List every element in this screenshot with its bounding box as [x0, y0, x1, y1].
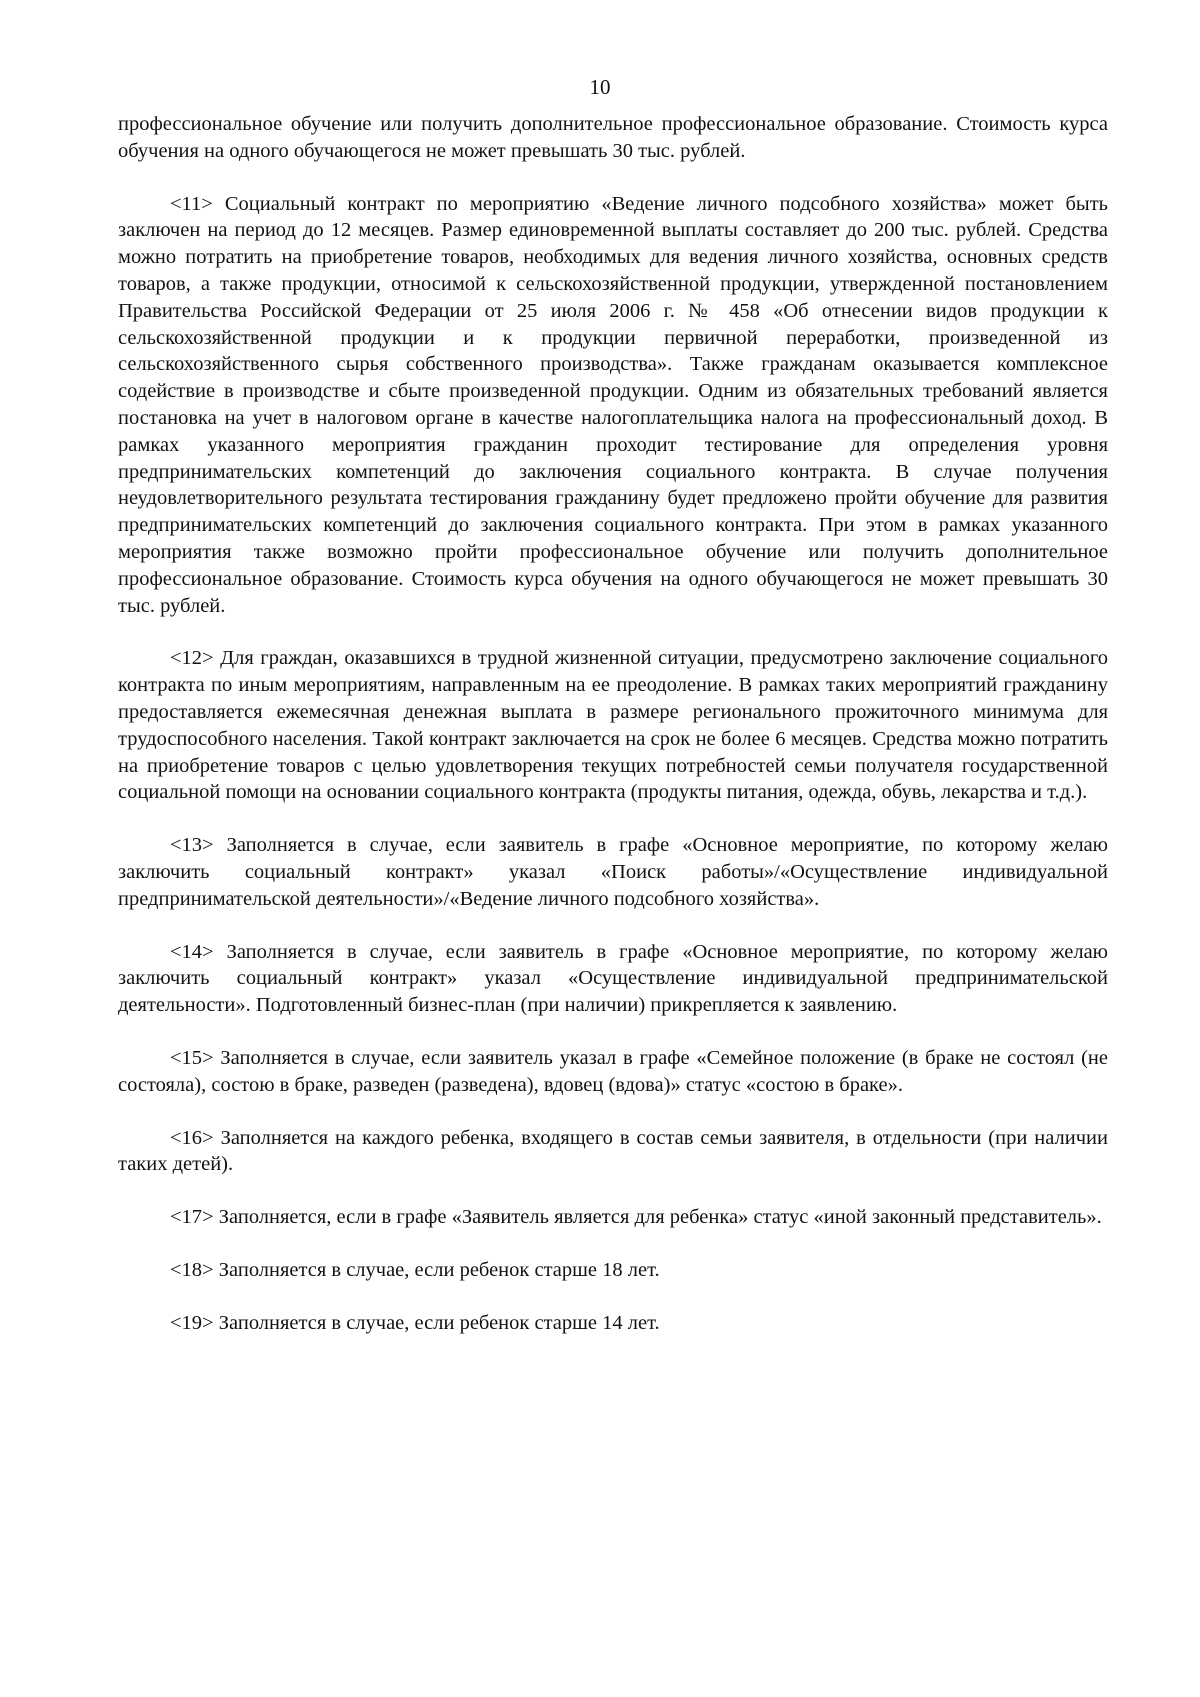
footnote-16: <16> Заполняется на каждого ребенка, входящего в состав семьи заявителя, в отдельности (при наличии таких детей). [118, 1126, 1108, 1176]
footnote-19: <19> Заполняется в случае, если ребенок старше 14 лет. [170, 1311, 660, 1334]
footnote-14: <14> Заполняется в случае, если заявитель в графе «Основное мероприятие, по которому желаю заключить социальный контракт» указал «Осуществление индивидуальной предпринимательской деятельности». Подготовленный бизнес-план (при наличии) прикрепляется к заявлению. [118, 940, 1108, 1017]
page-number: 10 [589, 75, 611, 99]
footnote-12: <12> Для граждан, оказавшихся в трудной жизненной ситуации, предусмотрено заключение социального контракта по иным мероприятиям, направленным на ее преодоление. В рамках таких мероприятий гражданину предоставляется ежемесячная денежная выплата в размере регионального прожиточного минимума для трудоспособного населения. Такой контракт заключается на срок не более 6 месяцев. Средства можно потратить на приобретение товаров с целью удовлетворения текущих потребностей семьи получателя государственной социальной помощи на основании социального контракта (продукты питания, одежда, обувь, лекарства и т.д.). [118, 647, 1108, 804]
document-body [118, 111, 1108, 1336]
footnote-13: <13> Заполняется в случае, если заявитель в графе «Основное мероприятие, по которому желаю заключить социальный контракт» указал «Поиск работы»/«Осуществление индивидуальной предпринимательской деятельности»/«Ведение личного подсобного хозяйства». [118, 834, 1108, 910]
footnote-18: <18> Заполняется в случае, если ребенок старше 18 лет. [170, 1258, 660, 1281]
footnote-15: <15> Заполняется в случае, если заявитель указал в графе «Семейное положение (в браке не состоял (не состояла), состою в браке, разведен (разведена), вдовец (вдова)» статус «состою в браке». [118, 1046, 1108, 1096]
footnote-17: <17> Заполняется, если в графе «Заявитель является для ребенка» статус «иной законный представитель». [170, 1206, 1102, 1229]
continued-paragraph: профессиональное обучение или получить дополнительное профессиональное образование. Стоимость курса обучения на одного обучающегося не может превышать 30 тыс. рублей. [118, 113, 1108, 162]
footnote-11: <11> Социальный контракт по мероприятию «Ведение личного подсобного хозяйства» может быть заключен на период до 12 месяцев. Размер единовременной выплаты составляет до 200 тыс. рублей. Средства можно потратить на приобретение товаров, необходимых для ведения личного хозяйства, основных средств товаров, а также продукции, относимой к сельскохозяйственной продукции, утвержденной постановлением Правительства Российской Федерации от 25 июля 2006 г. № 458 «Об отнесении видов продукции к сельскохозяйственной продукции и к продукции первичной переработки, произведенной из сельскохозяйственного сырья собственного производства». Также гражданам оказывается комплексное содействие в производстве и сбыте произведенной продукции. Одним из обязательных требований является постановка на учет в налоговом органе в качестве налогоплательщика налога на профессиональный доход. В рамках указанного мероприятия гражданин проходит тестирование для определения уровня предпринимательских компетенций до заключения социального контракта. В случае получения неудовлетворительного результата тестирования гражданину будет предложено пройти обучение для развития предпринимательских компетенций до заключения социального контракта. При этом в рамках указанного мероприятия также возможно пройти профессиональное обучение или получить дополнительное профессиональное образование. Стоимость курса обучения на одного обучающегося не может превышать 30 тыс. рублей. [118, 192, 1108, 617]
